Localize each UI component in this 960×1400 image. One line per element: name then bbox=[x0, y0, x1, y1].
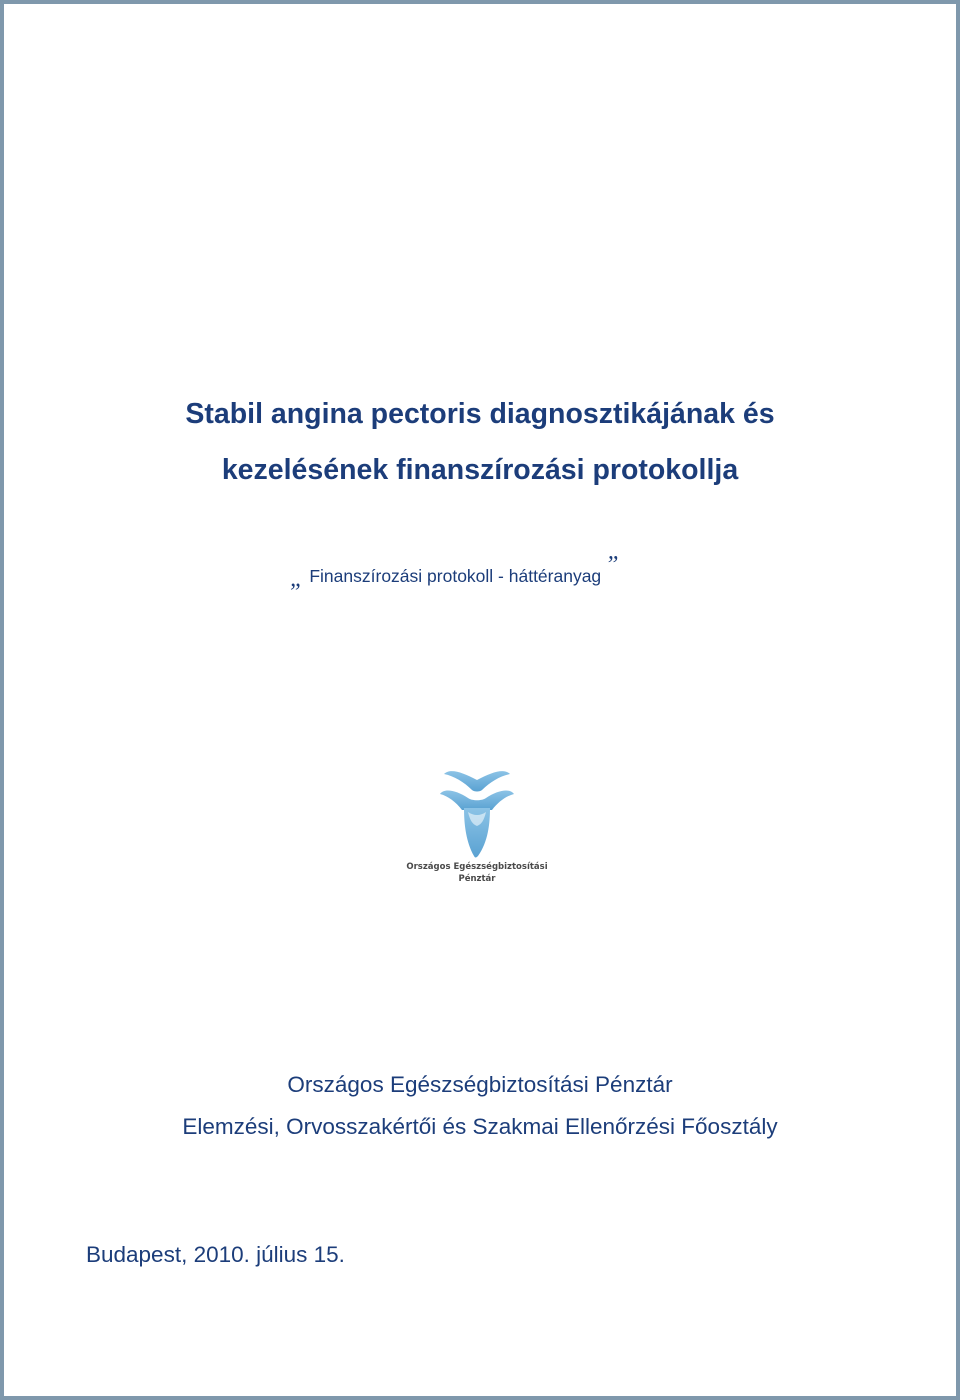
place-date: Budapest, 2010. július 15. bbox=[86, 1242, 345, 1267]
department-name: Elemzési, Orvosszakértői és Szakmai Ellenőrzési Főosztály bbox=[182, 1114, 778, 1139]
oep-bird-logo-icon bbox=[438, 764, 516, 860]
document-title bbox=[4, 386, 956, 498]
document-subtitle bbox=[290, 552, 619, 593]
oep-logo bbox=[402, 764, 552, 894]
subtitle-open-quote: „ bbox=[290, 566, 304, 592]
title-line-2: kezelésének finanszírozási protokollja bbox=[221, 454, 739, 486]
organization-name: Országos Egészségbiztosítási Pénztár bbox=[287, 1072, 673, 1097]
title-line-1: Stabil angina pectoris diagnosztikájának és bbox=[185, 398, 775, 430]
logo-caption-line-1: Országos Egészségbiztosítási bbox=[406, 862, 548, 872]
subtitle-close-quote: ” bbox=[605, 552, 619, 578]
subtitle-text: Finanszírozási protokoll - háttéranyag bbox=[309, 566, 602, 586]
logo-caption-line-2: Pénztár bbox=[458, 874, 496, 884]
